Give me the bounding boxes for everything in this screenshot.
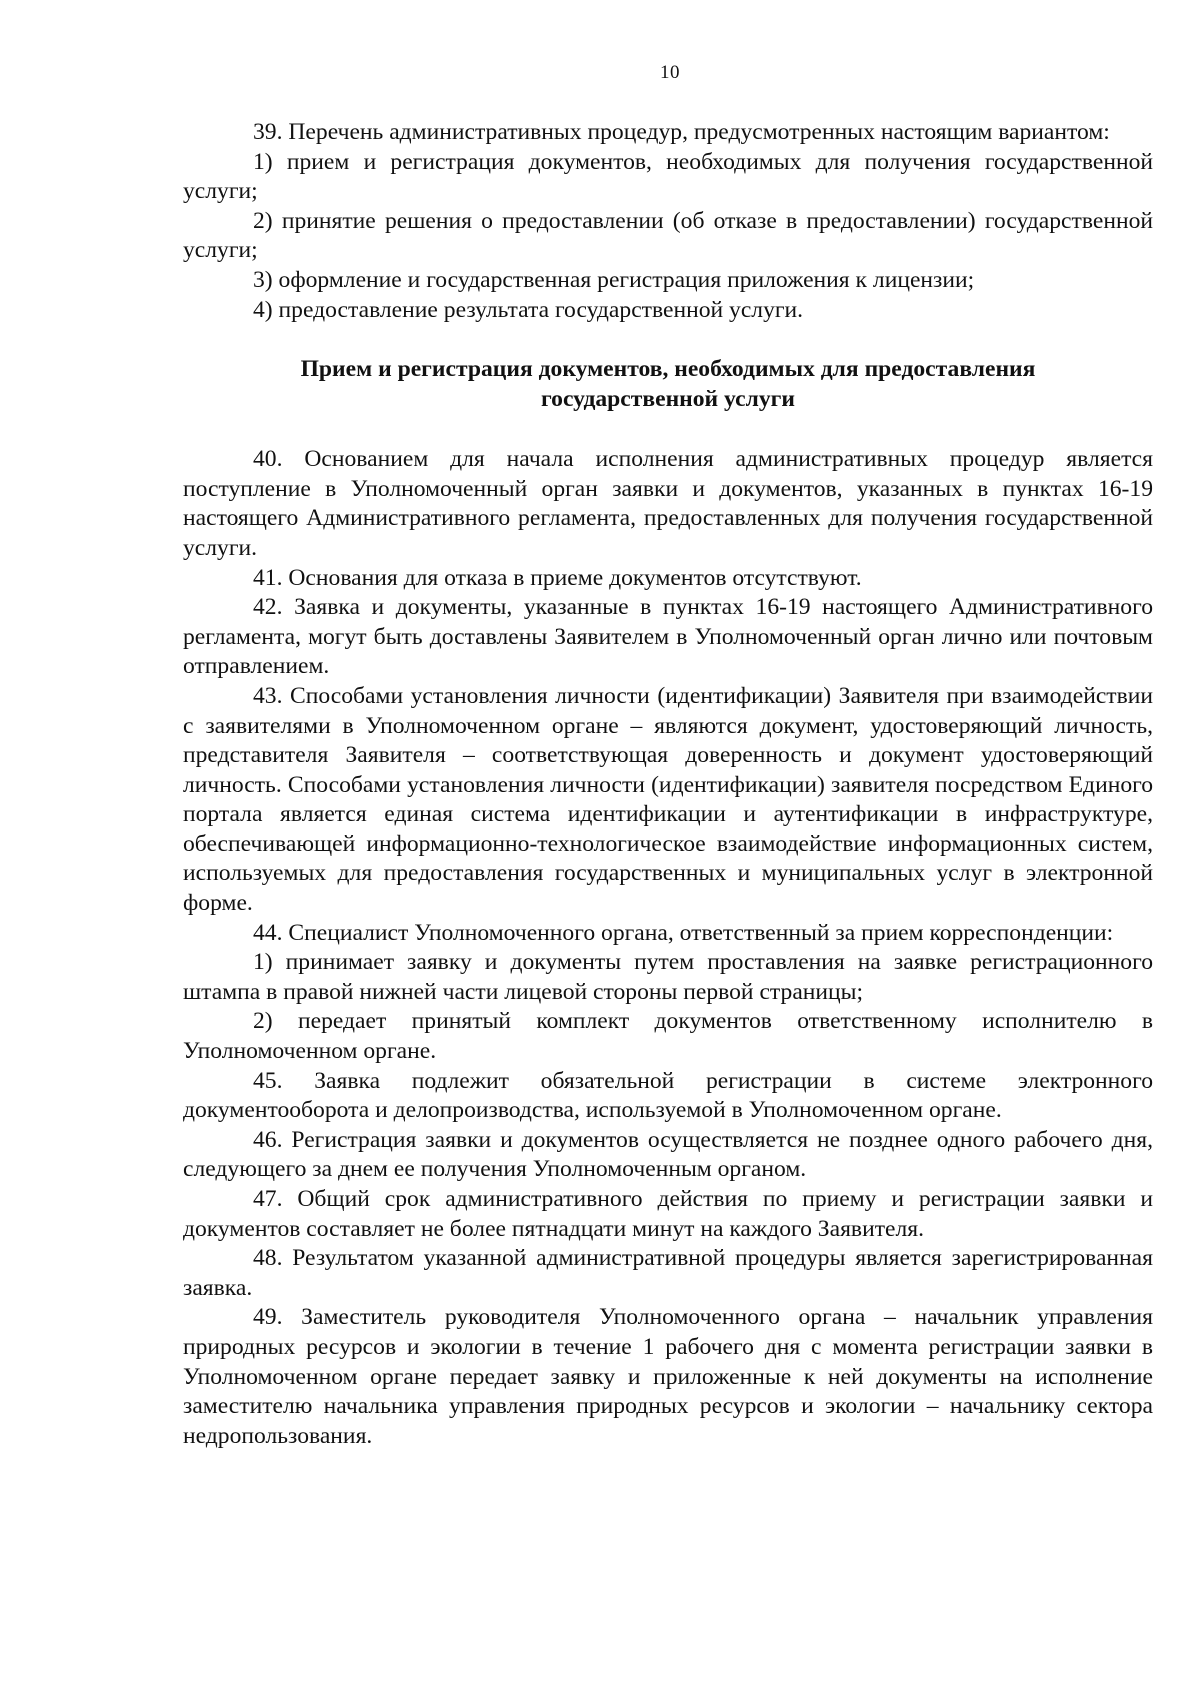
- paragraph-44-item-2: 2) передает принятый комплект документов ответственному исполнителю в Уполномоченном органе.: [183, 1008, 1153, 1065]
- paragraph-48: 48. Результатом указанной административной процедуры является зарегистрированная заявка.: [183, 1245, 1153, 1301]
- section-heading-line-1: Прием и регистрация документов, необходимых для предоставления: [300, 356, 1036, 383]
- paragraph-47: 47. Общий срок административного действия по приему и регистрации заявки и документов составляет не более пятнадцати минут на каждого Заявителя.: [183, 1186, 1153, 1242]
- paragraph-42: 42. Заявка и документы, указанные в пунктах 16-19 настоящего Административного регламента, могут быть доставлены Заявителем в Уполномоченный орган лично или почтовым отправлением.: [183, 594, 1153, 680]
- paragraph-44: 44. Специалист Уполномоченного органа, ответственный за прием корреспонденции:: [253, 919, 1114, 946]
- document-body: [183, 118, 1153, 1451]
- section-heading: [183, 354, 1153, 414]
- paragraph-44-item-1: 1) принимает заявку и документы путем проставления на заявке регистрационного штампа в правой нижней части лицевой стороны первой страницы;: [183, 949, 1153, 1005]
- paragraph-39: 39. Перечень административных процедур, предусмотренных настоящим вариантом:: [253, 119, 1110, 145]
- list-item-1: 1) прием и регистрация документов, необходимых для получения государственной услуги;: [183, 148, 1153, 205]
- paragraph-43: 43. Способами установления личности (идентификации) Заявителя при взаимодействии с заявителями в Уполномоченном органе – являются документ, удостоверяющий личность, представителя Заявителя – соответствующая доверенность и документ удостоверяющий личность. Способами установления личности (идентификации) заявителя посредством Единого портала является единая система идентификации и аутентификации в инфраструктуре, обеспечивающей информационно-технологическое взаимодействие информационных систем, используемых для предоставления государственных и муниципальных услуг в электронной форме.: [183, 682, 1153, 917]
- section-heading-line-2: государственной услуги: [541, 386, 795, 413]
- page-number: 10: [660, 62, 680, 83]
- paragraph-40: 40. Основанием для начала исполнения административных процедур является поступление в Уполномоченный орган заявки и документов, указанных в пунктах 16-19 настоящего Административного регламента, предоставленных для получения государственной услуги.: [183, 446, 1153, 561]
- paragraph-49: 49. Заместитель руководителя Уполномоченного органа – начальник управления природных ресурсов и экологии в течение 1 рабочего дня с момента регистрации заявки в Уполномоченном органе передает заявку и приложенные к ней документы на исполнение заместителю начальника управления природных ресурсов и экологии – начальнику сектора недропользования.: [183, 1304, 1153, 1449]
- list-item-2: 2) принятие решения о предоставлении (об отказе в предоставлении) государственной услуги;: [183, 207, 1153, 264]
- list-item-4: 4) предоставление результата государственной услуги.: [253, 296, 804, 323]
- paragraph-46: 46. Регистрация заявки и документов осуществляется не позднее одного рабочего дня, следующего за днем ее получения Уполномоченным органом.: [183, 1126, 1153, 1183]
- paragraph-41: 41. Основания для отказа в приеме документов отсутствуют.: [253, 564, 862, 591]
- paragraph-45: 45. Заявка подлежит обязательной регистрации в системе электронного документооборота и делопроизводства, используемой в Уполномоченном органе.: [183, 1067, 1153, 1124]
- list-item-3: 3) оформление и государственная регистрация приложения к лицензии;: [253, 266, 975, 293]
